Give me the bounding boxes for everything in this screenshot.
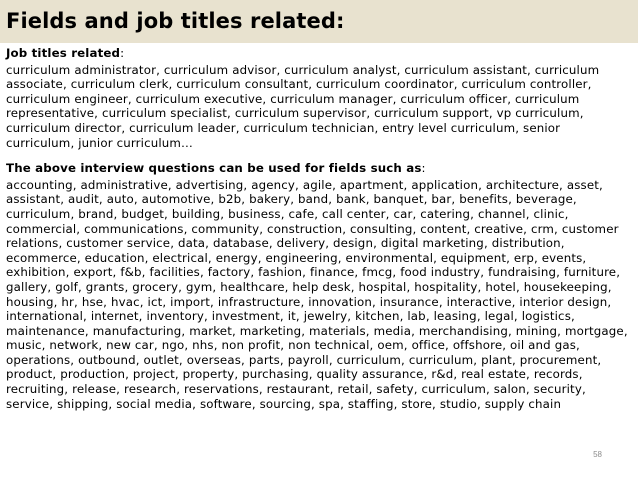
job-titles-heading bbox=[6, 46, 632, 61]
fields-heading-colon: : bbox=[421, 161, 426, 176]
job-titles-heading-label: Job titles related bbox=[6, 46, 121, 60]
fields-heading-label: The above interview questions can be used for fields such as bbox=[6, 161, 422, 176]
fields-section bbox=[6, 161, 632, 411]
fields-heading bbox=[6, 161, 632, 176]
job-titles-list: curriculum administrator, curriculum advisor, curriculum analyst, curriculum assistant, curriculum associate, curriculum clerk, curriculum consultant, curriculum coordinator, curriculum controller, curriculum engineer, curriculum executive, curriculum manager, curriculum officer, curriculum representative, curriculum specialist, curriculum supervisor, curriculum support, vp curriculum, curriculum director, curriculum leader, curriculum technician, entry level curriculum, senior curriculum, junior curriculum… bbox=[6, 62, 600, 150]
slide-content bbox=[6, 46, 632, 411]
fields-list: accounting, administrative, advertising, agency, agile, apartment, application, architecture, asset, assistant, audit, auto, automotive, b2b, bakery, band, bank, banquet, bar, benefits, beverage, curriculum, brand, budget, building, business, cafe, call center, car, catering, channel, clinic, commercial, communications, community, construction, consulting, content, creative, crm, customer relations, customer service, data, database, delivery, design, digital marketing, distribution, ecommerce, education, electrical, energy, engineering, environmental, equipment, erp, events, exhibition, export, f&b, facilities, factory, fashion, finance, fmcg, food industry, fundraising, furniture, gallery, golf, grants, grocery, gym, healthcare, help desk, hospital, hospitality, hotel, housekeeping, housing, hr, hse, hvac, ict, import, infrastructure, innovation, insurance, interactive, interior design, international, internet, inventory, investment, it, jewelry, kitchen, lab, leasing, legal, logistics, maintenance, manufacturing, market, marketing, materials, media, merchandising, mining, mortgage, music, network, new car, ngo, nhs, non profit, non technical, oem, office, offshore, oil and gas, operations, outbound, outlet, overseas, parts, payroll, curriculum, curriculum, plant, procurement, product, production, project, property, purchasing, quality assurance, r&d, real estate, records, recruiting, release, research, reservations, restaurant, retail, safety, curriculum, salon, security, service, shipping, social media, software, sourcing, spa, staffing, store, studio, supply chain bbox=[6, 177, 628, 411]
job-titles-heading-colon: : bbox=[120, 46, 125, 60]
title-bar bbox=[0, 0, 638, 43]
job-titles-section bbox=[6, 46, 632, 150]
slide-title: Fields and job titles related: bbox=[6, 9, 345, 33]
page-number: 58 bbox=[593, 450, 602, 459]
